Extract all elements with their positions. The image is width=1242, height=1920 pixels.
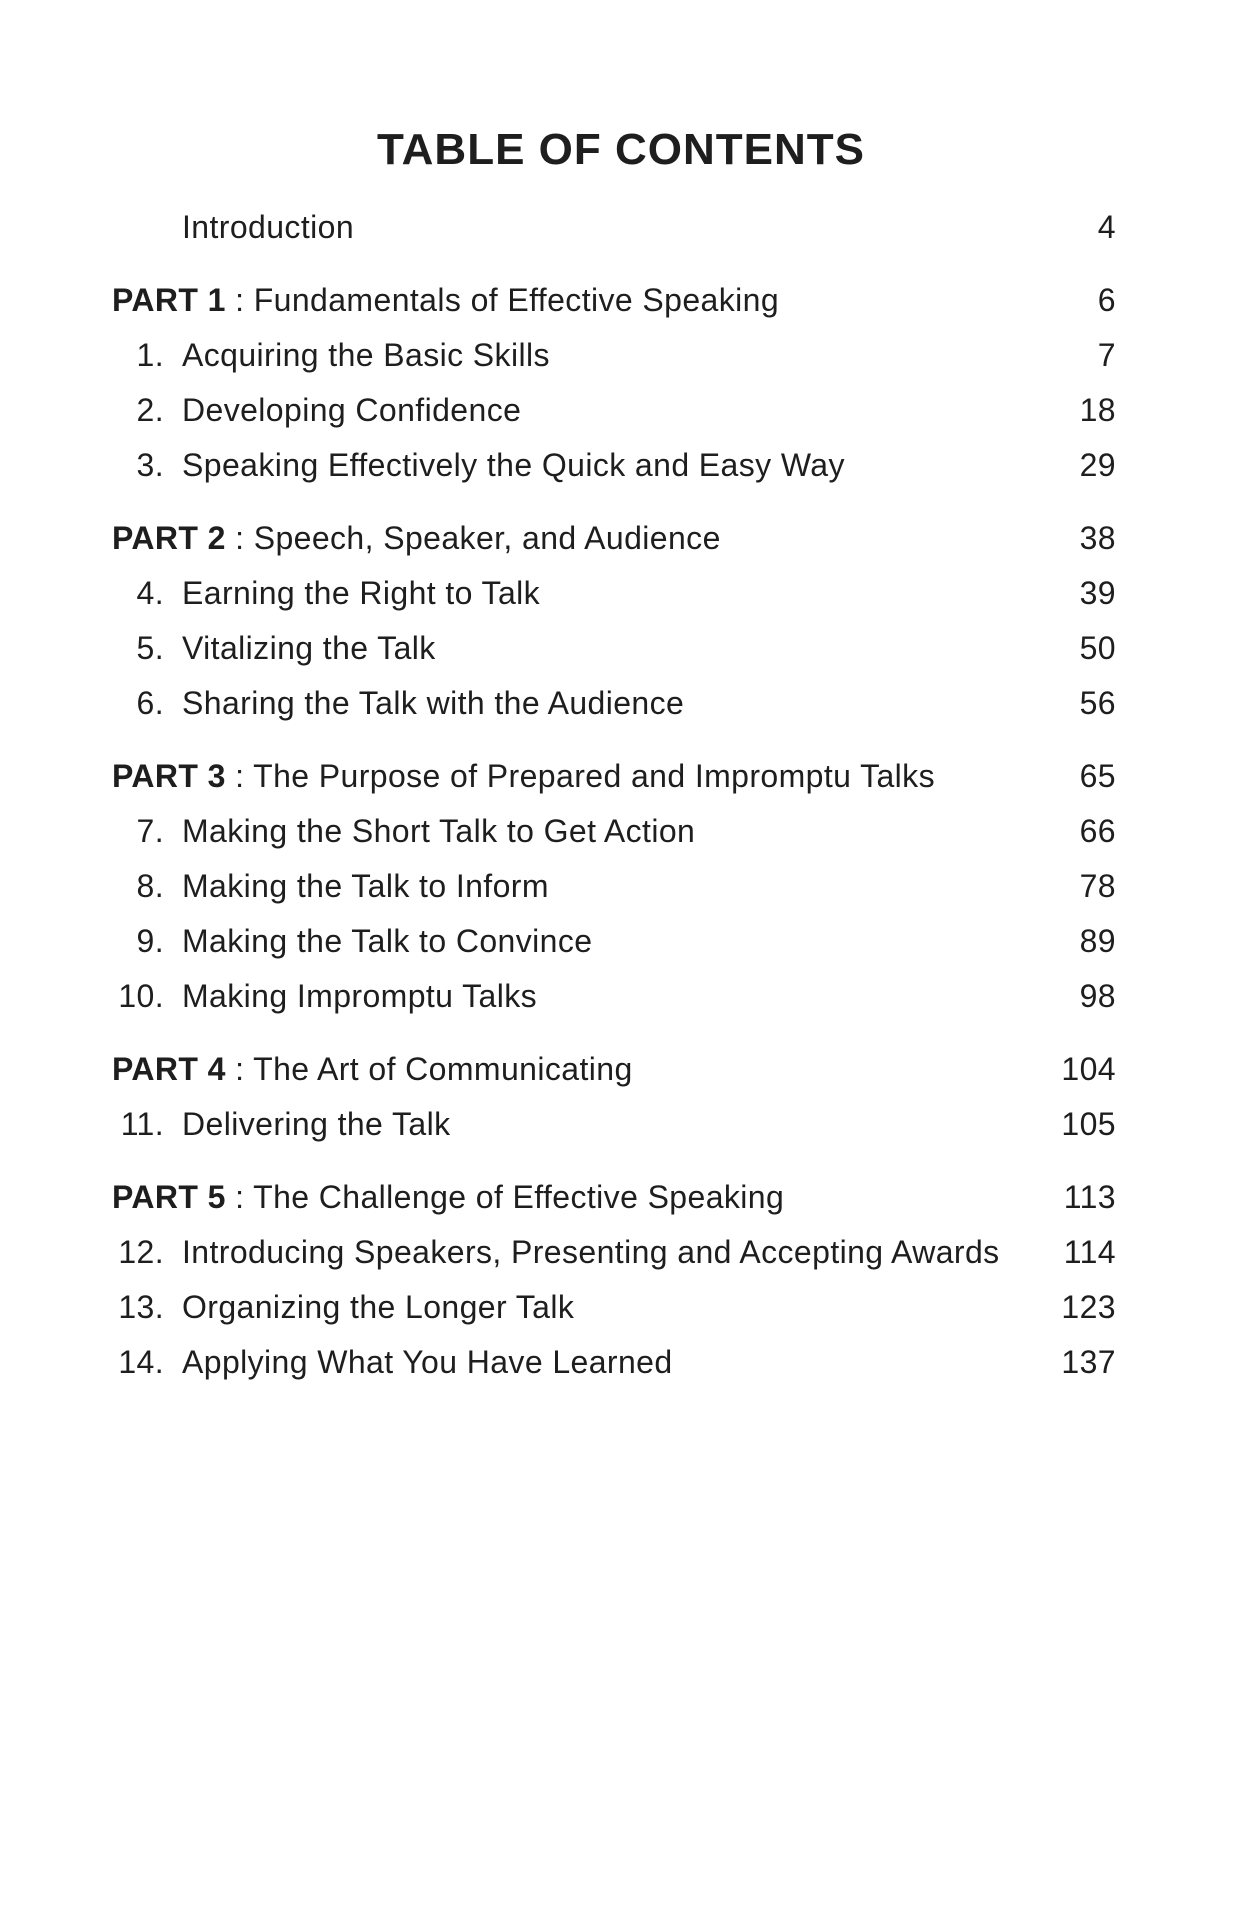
chapter-number: 4. [136,575,164,611]
entry-page-number: 137 [1061,1344,1116,1380]
part-heading [112,1047,633,1091]
chapter-title: Applying What You Have Learned [182,1344,673,1380]
entry-page-number: 4 [1097,209,1116,245]
page-title: TABLE OF CONTENTS [377,125,865,174]
chapter-title: Organizing the Longer Talk [182,1289,575,1325]
entry-page-number: 6 [1097,282,1116,318]
chapter-number: 13. [118,1289,164,1325]
entry-page-number: 7 [1097,337,1116,373]
chapter-number: 14. [118,1344,164,1380]
part-heading [112,1175,784,1219]
entry-page-number: 104 [1061,1051,1116,1087]
part-separator: : [225,520,254,556]
toc-chapter [0,571,1242,615]
chapter-number: 3. [136,447,164,483]
toc-chapter [0,388,1242,432]
chapter-title: Acquiring the Basic Skills [182,337,550,373]
entry-title: Introduction [182,209,355,245]
toc-chapter [0,626,1242,670]
part-heading [112,754,935,798]
chapter-title: Sharing the Talk with the Audience [182,685,685,721]
part-heading [112,278,779,322]
toc-chapter [0,1340,1242,1384]
chapter-number: 7. [136,813,164,849]
part-label: PART 4 [112,1051,226,1087]
entry-page-number: 29 [1079,447,1116,483]
entry-page-number: 18 [1079,392,1116,428]
chapter-title: Earning the Right to Talk [182,575,541,611]
entry-page-number: 38 [1079,520,1116,556]
toc-chapter [0,809,1242,853]
part-heading [112,516,721,560]
toc-part-5 [0,1175,1242,1219]
chapter-title: Delivering the Talk [182,1106,451,1142]
entry-page-number: 123 [1061,1289,1116,1325]
toc-chapter [0,443,1242,487]
chapter-title: Vitalizing the Talk [182,630,436,666]
toc-chapter [0,1230,1242,1274]
part-separator: : [225,1051,254,1087]
toc-part-2 [0,516,1242,560]
part-title: The Art of Communicating [253,1051,633,1087]
part-label: PART 1 [112,282,226,318]
chapter-title: Speaking Effectively the Quick and Easy Way [182,447,845,483]
entry-page-number: 89 [1079,923,1116,959]
chapter-number: 6. [136,685,164,721]
entry-page-number: 56 [1079,685,1116,721]
chapter-number: 12. [118,1234,164,1270]
toc-chapter [0,1102,1242,1146]
part-separator: : [225,1179,254,1215]
entry-page-number: 65 [1079,758,1116,794]
part-separator: : [225,758,254,794]
chapter-number: 1. [136,337,164,373]
toc-chapter [0,864,1242,908]
entry-page-number: 50 [1079,630,1116,666]
chapter-title: Making the Talk to Convince [182,923,593,959]
chapter-title: Making the Short Talk to Get Action [182,813,696,849]
chapter-number: 8. [136,868,164,904]
toc-chapter [0,681,1242,725]
toc-chapter [0,1285,1242,1329]
entry-page-number: 39 [1079,575,1116,611]
chapter-title: Making the Talk to Inform [182,868,549,904]
toc-chapter [0,919,1242,963]
chapter-title: Making Impromptu Talks [182,978,538,1014]
entry-page-number: 113 [1063,1179,1116,1215]
part-label: PART 5 [112,1179,226,1215]
toc-chapter [0,974,1242,1018]
entry-page-number: 105 [1061,1106,1116,1142]
toc-part-1 [0,278,1242,322]
chapter-number: 5. [136,630,164,666]
part-title: The Challenge of Effective Speaking [253,1179,785,1215]
entry-page-number: 78 [1079,868,1116,904]
part-title: Fundamentals of Effective Speaking [253,282,780,318]
entry-page-number: 66 [1079,813,1116,849]
toc-entry-introduction [0,205,1242,249]
chapter-title: Developing Confidence [182,392,522,428]
part-label: PART 2 [112,520,226,556]
part-label: PART 3 [112,758,226,794]
chapter-title: Introducing Speakers, Presenting and Accepting Awards [182,1234,1000,1270]
part-separator: : [225,282,254,318]
entry-page-number: 98 [1079,978,1116,1014]
chapter-number: 11. [120,1106,164,1142]
part-title: The Purpose of Prepared and Impromptu Talks [253,758,935,794]
entry-page-number: 114 [1063,1234,1116,1270]
toc-part-4 [0,1047,1242,1091]
toc-chapter [0,333,1242,377]
chapter-number: 9. [136,923,164,959]
part-title: Speech, Speaker, and Audience [253,520,721,556]
toc-part-3 [0,754,1242,798]
chapter-number: 2. [136,392,164,428]
chapter-number: 10. [118,978,164,1014]
